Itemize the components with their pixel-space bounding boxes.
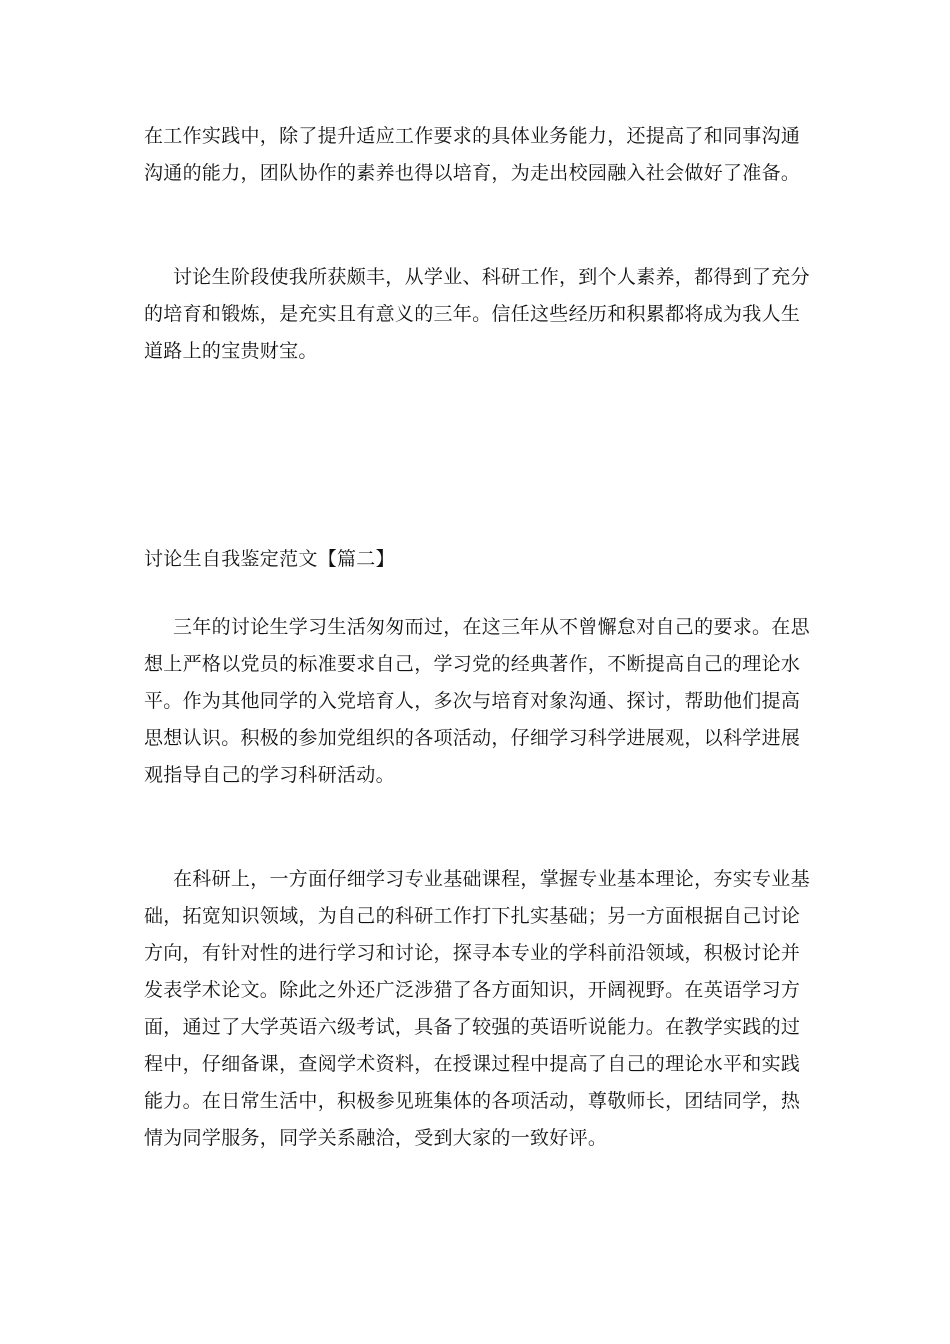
paragraph-line: 在工作实践中，除了提升适应工作要求的具体业务能力，还提高了和同事沟通 [144, 125, 801, 147]
paragraph-line: 情为同学服务，同学关系融洽，受到大家的一致好评。 [144, 1127, 608, 1149]
paragraph-line: 三年的讨论生学习生活匆匆而过，在这三年从不曾懈怠对自己的要求。在思 [173, 616, 810, 638]
paragraph-line: 讨论生阶段使我所获颇丰，从学业、科研工作，到个人素养，都得到了充分 [173, 266, 810, 288]
paragraph-line: 程中，仔细备课，查阅学术资料，在授课过程中提高了自己的理论水平和实践 [144, 1053, 801, 1075]
paragraph-line: 在科研上，一方面仔细学习专业基础课程，掌握专业基本理论，夯实专业基 [173, 868, 810, 890]
paragraph-line: 的培育和锻炼，是充实且有意义的三年。信任这些经历和积累都将成为我人生 [144, 303, 801, 325]
paragraph-line: 发表学术论文。除此之外还广泛涉猎了各方面知识，开阔视野。在英语学习方 [144, 979, 801, 1001]
paragraph-line: 平。作为其他同学的入党培育人，多次与培育对象沟通、探讨，帮助他们提高 [144, 690, 801, 712]
paragraph-line: 面，通过了大学英语六级考试，具备了较强的英语听说能力。在教学实践的过 [144, 1016, 801, 1038]
paragraph-line: 础，拓宽知识领域，为自己的科研工作打下扎实基础；另一方面根据自己讨论 [144, 905, 801, 927]
paragraph-line: 思想认识。积极的参加党组织的各项活动，仔细学习科学进展观，以科学进展 [144, 727, 801, 749]
paragraph-line: 想上严格以党员的标准要求自己，学习党的经典著作，不断提高自己的理论水 [144, 653, 801, 675]
paragraph-line: 能力。在日常生活中，积极参见班集体的各项活动，尊敬师长，团结同学，热 [144, 1090, 801, 1112]
paragraph-line: 观指导自己的学习科研活动。 [144, 764, 395, 786]
paragraph-line: 道路上的宝贵财宝。 [144, 340, 318, 362]
paragraph-line: 方向，有针对性的进行学习和讨论，探寻本专业的学科前沿领域，积极讨论并 [144, 942, 801, 964]
section-heading: 讨论生自我鉴定范文【篇二】 [144, 548, 395, 570]
paragraph-line: 沟通的能力，团队协作的素养也得以培育，为走出校园融入社会做好了准备。 [144, 162, 801, 184]
